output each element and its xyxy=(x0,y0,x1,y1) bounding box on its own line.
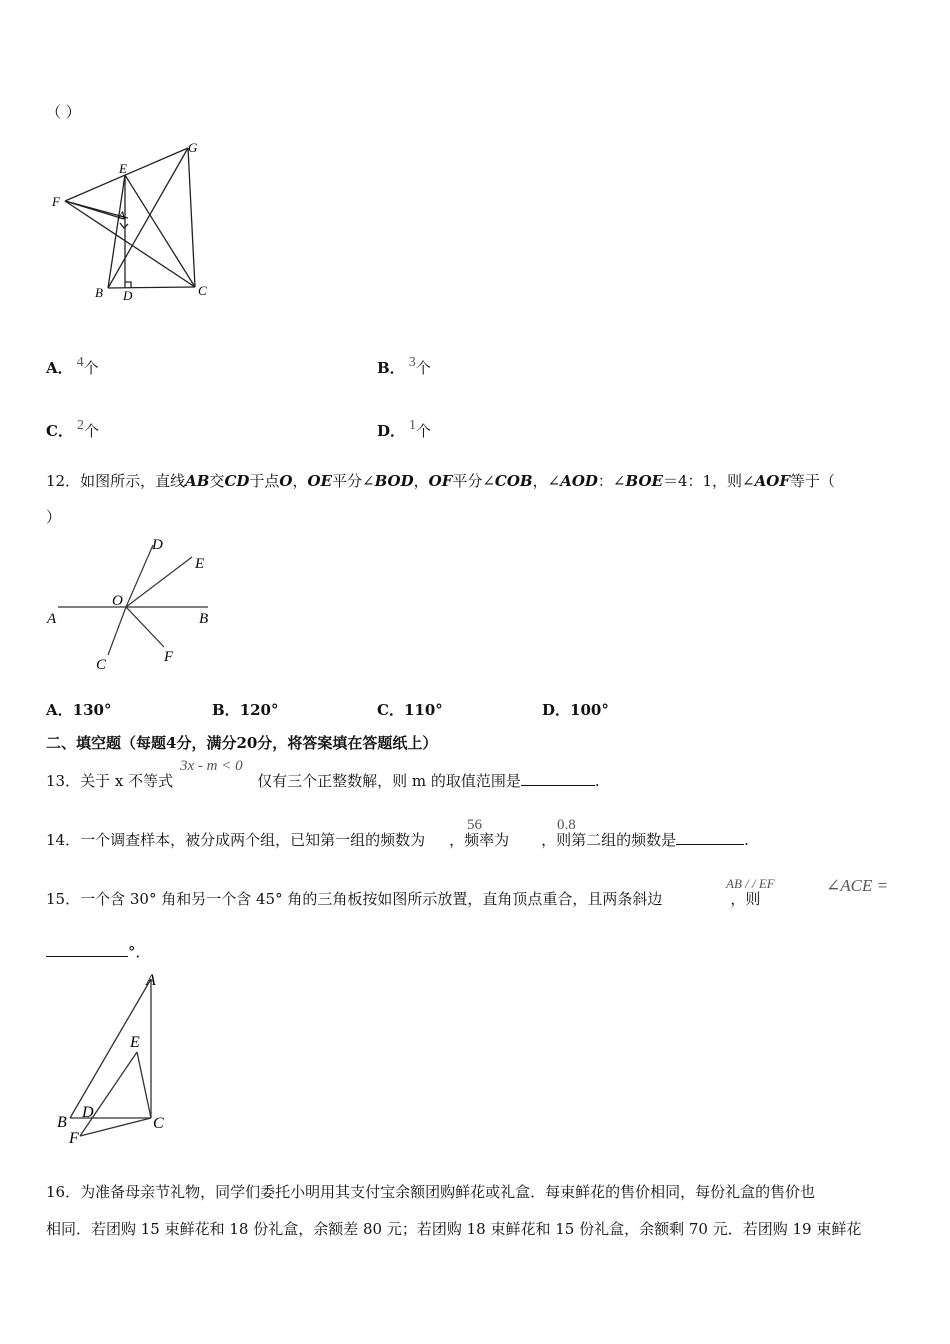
q12-figure xyxy=(42,533,222,673)
q16-line1: 16．为准备母亲节礼物，同学们委托小明用其支付宝余额团购鲜花或礼盒．每束鲜花的售价相同，每份礼盒的售价也 xyxy=(46,1183,816,1201)
q12-label-c: C xyxy=(96,657,107,673)
q15-stem-line2: °． xyxy=(46,942,151,962)
q12-label-f: F xyxy=(164,649,174,665)
q15-label-c: C xyxy=(153,1115,164,1132)
q15-figure xyxy=(52,966,182,1146)
q14-n1: 56 xyxy=(467,817,482,833)
q15-formula-ab-ef: AB / / EF xyxy=(726,876,775,891)
q15-answer-blank[interactable] xyxy=(46,942,128,957)
q11-option-c[interactable]: C． 2个 xyxy=(46,418,99,440)
q15-label-f: F xyxy=(69,1130,79,1146)
q11-option-d[interactable]: D． 1个 xyxy=(377,418,432,440)
q14-n2: 0.8 xyxy=(557,817,576,833)
q11-label-c: C xyxy=(198,283,207,298)
q15-label-d: D xyxy=(82,1104,94,1121)
q12-option-d[interactable]: D．100° xyxy=(542,701,609,719)
q12-label-o: O xyxy=(112,593,123,609)
q15-label-b: B xyxy=(57,1114,67,1131)
q12-option-c[interactable]: C．110° xyxy=(377,701,443,719)
q11-label-d: D xyxy=(123,288,133,303)
q11-label-a: A xyxy=(118,208,126,222)
q11-option-b[interactable]: B． 3个 xyxy=(377,355,431,377)
q13-stem: 13．关于 x 不等式 仅有三个正整数解，则 m 的取值范围是 . xyxy=(46,772,600,790)
section-title: 二、填空题（每题4分，满分20分，将答案填在答题纸上） xyxy=(46,734,438,752)
q11-option-a[interactable]: A． 4个 xyxy=(46,355,99,377)
q11-label-f: F xyxy=(52,194,60,209)
q15-formula-ace: ∠ACE = xyxy=(826,876,889,895)
q12-label-e: E xyxy=(195,556,205,572)
q11-label-e: E xyxy=(119,161,127,176)
q12-option-b[interactable]: B．120° xyxy=(212,701,279,719)
q12-stem-close: ） xyxy=(46,508,62,526)
q13-answer-blank[interactable] xyxy=(521,771,595,786)
q12-label-a: A xyxy=(47,611,57,627)
q11-figure xyxy=(40,135,230,310)
q16-line2: 相同．若团购 15 束鲜花和 18 份礼盒，余额差 80 元；若团购 18 束鲜花和 15 份礼盒，余额剩 70 元．若团购 19 束鲜花 xyxy=(46,1220,862,1238)
q15-label-e: E xyxy=(130,1034,140,1051)
q15-stem: 15．一个含 30° 角和另一个含 45° 角的三角板按如图所示放置，直角顶点重合，且两条斜边 ，则 xyxy=(46,890,761,908)
q14-stem: 14．一个调查样本，被分成两个组，已知第一组的频数为 ，频率为 ，则第二组的频数是 . xyxy=(46,831,749,849)
q13-formula: 3x - m < 0 xyxy=(180,758,243,774)
q14-answer-blank[interactable] xyxy=(676,830,744,845)
q12-stem: 12．如图所示，直线AB交CD于点O，OE平分∠BOD，OF平分∠COB，∠AOD：∠BOE＝4：1，则∠AOF等于（ xyxy=(46,472,835,490)
q11-bracket: （ ） xyxy=(46,103,81,121)
q12-option-a[interactable]: A．130° xyxy=(46,701,112,719)
q11-label-b: B xyxy=(95,285,103,300)
q12-label-d: D xyxy=(152,537,163,553)
q12-label-b: B xyxy=(199,611,209,627)
q15-label-a: A xyxy=(146,972,156,989)
q11-label-g: G xyxy=(188,140,198,155)
